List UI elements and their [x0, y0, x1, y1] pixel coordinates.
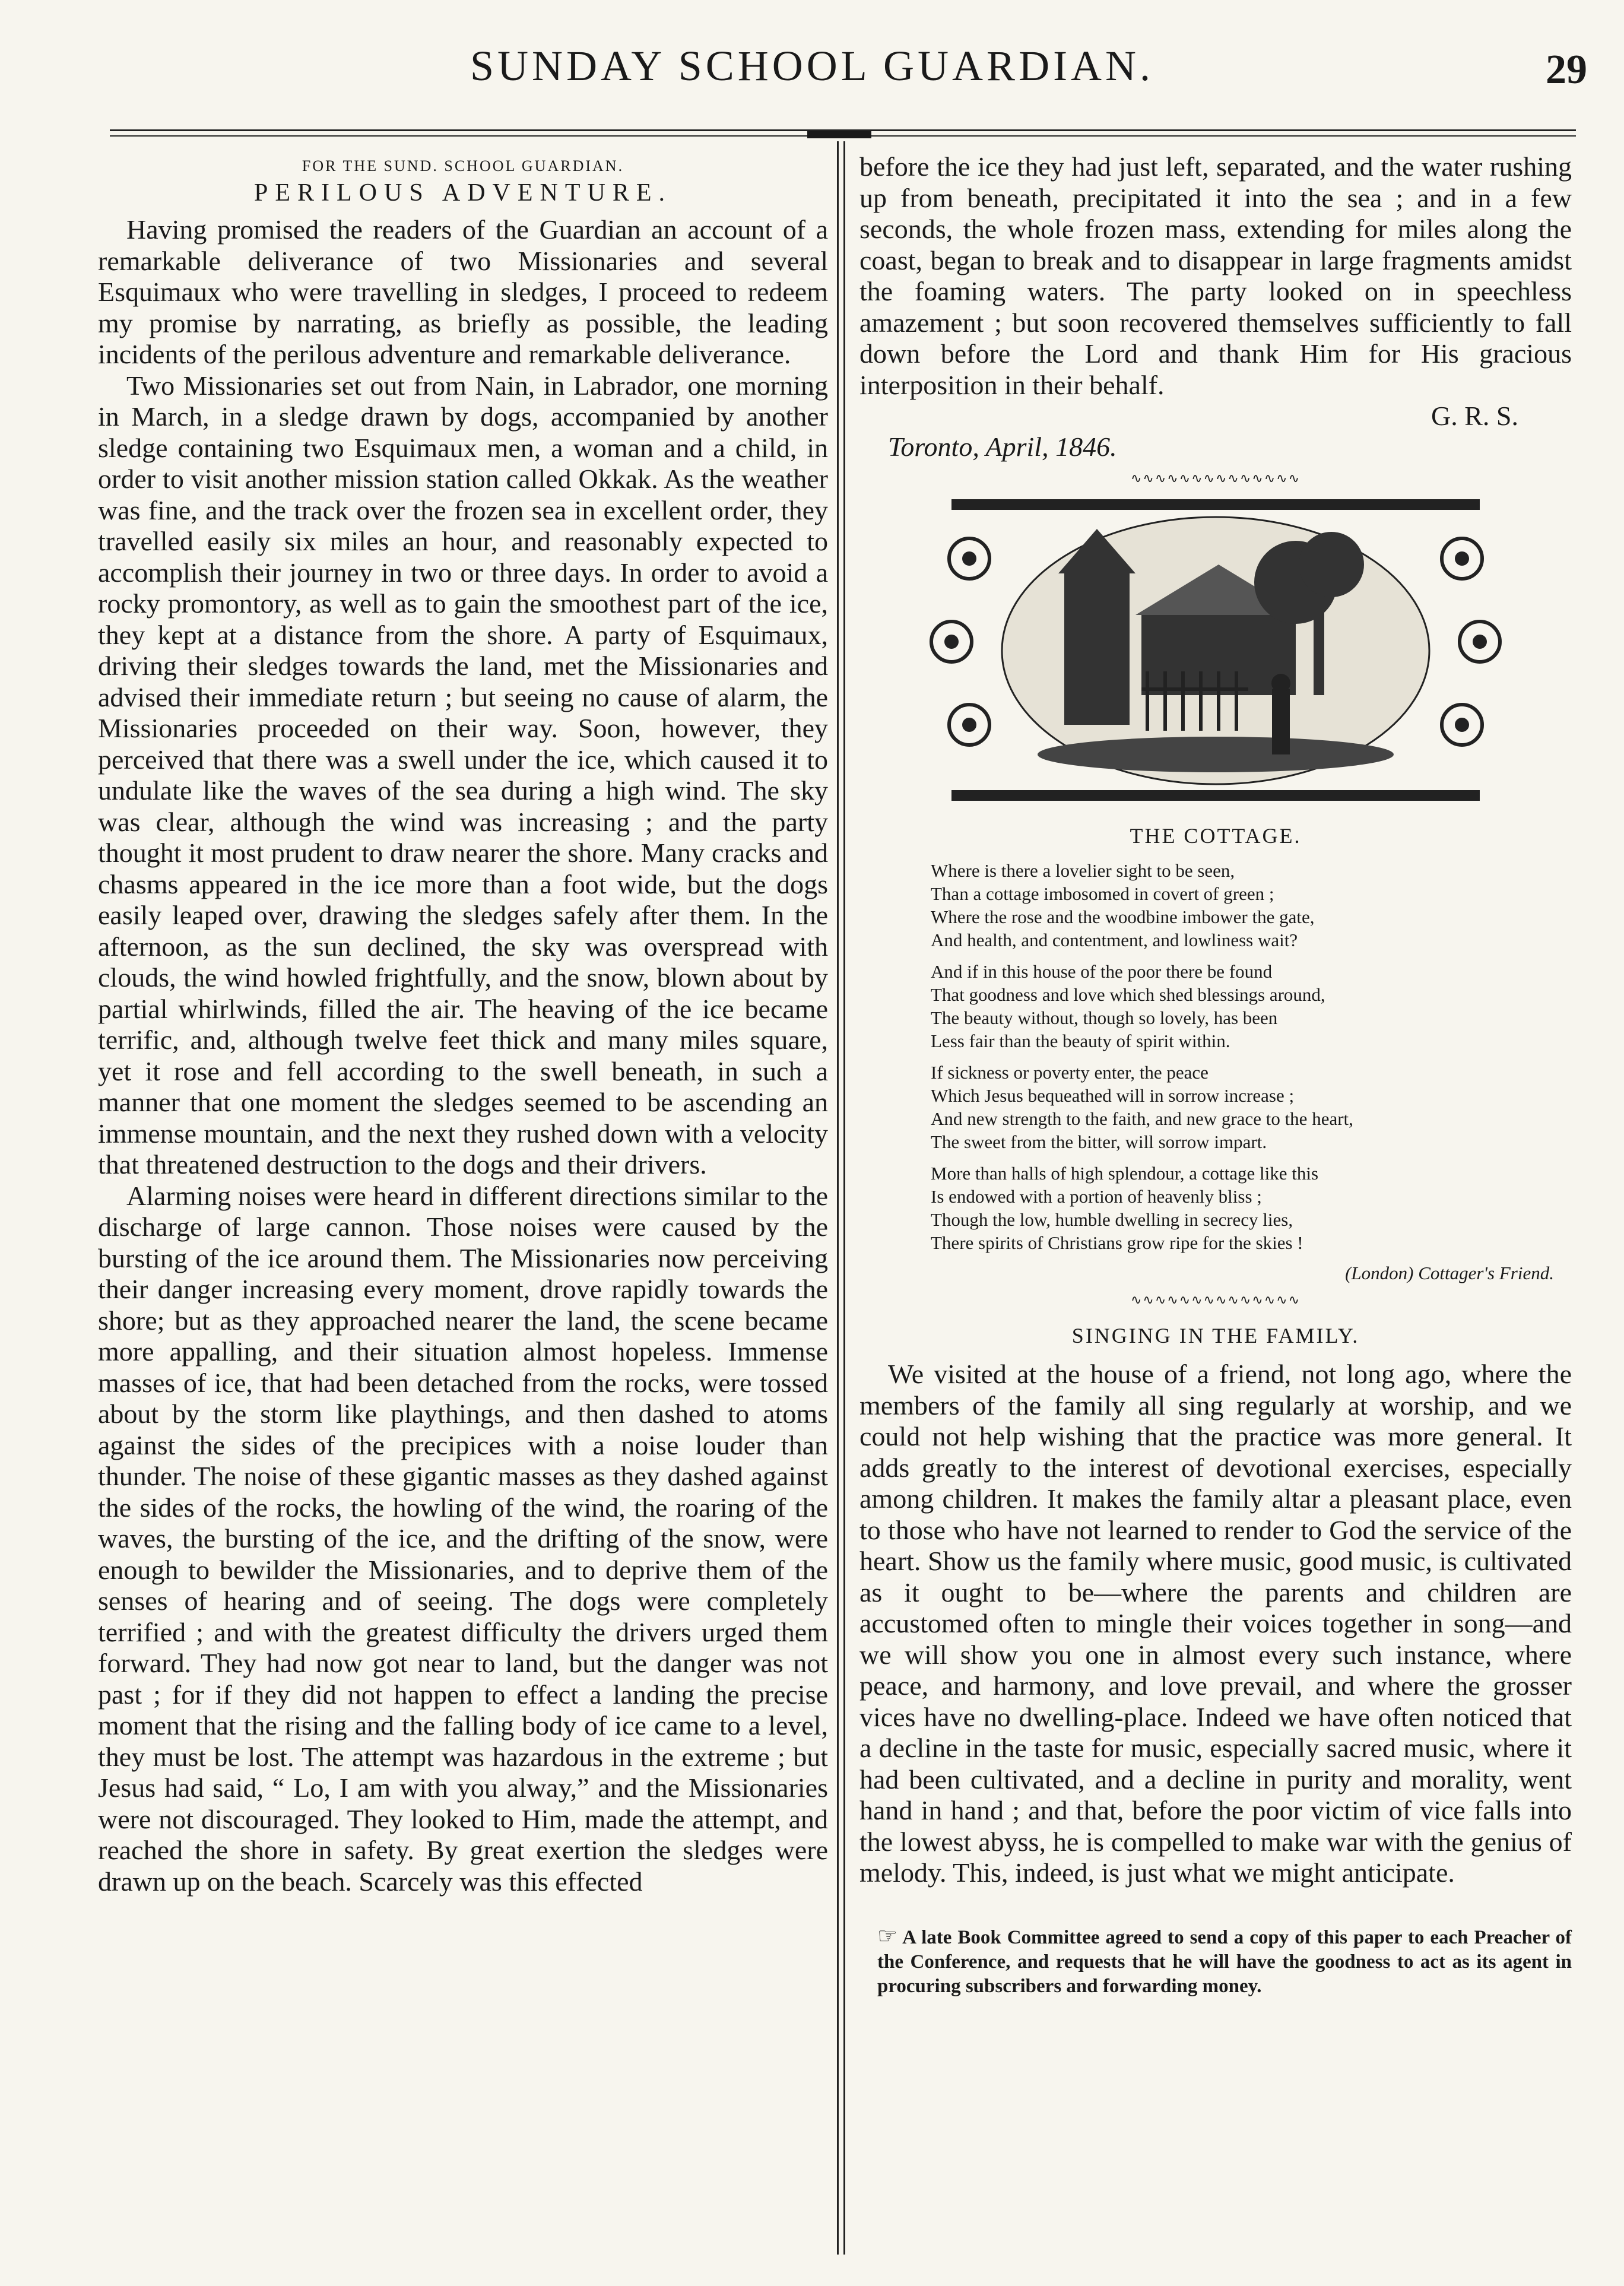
poem-stanza: [931, 960, 1572, 1052]
masthead: [0, 42, 1624, 107]
cottage-illustration-icon: [916, 493, 1515, 808]
article-continuation: before the ice they had just left, separated, and the water rushing up from beneath, precipitated it into the sea ; and in a few seconds, the whole frozen mass, extending for miles along the coast, began to break and to disappear in large fragments amidst the foaming waters. The party looked on in speechless amazement ; but soon recovered themselves sufficiently to fall down before the Lord and thank Him for His gracious interposition in their behalf.: [859, 151, 1572, 400]
poem-stanza: [931, 859, 1572, 952]
poem-line: Than a cottage imbosomed in covert of green ;: [931, 883, 1274, 904]
cottage-engraving: [916, 493, 1515, 808]
article-heading: PERILOUS ADVENTURE.: [253, 179, 672, 207]
left-column: [98, 151, 828, 1897]
article-heading: SINGING IN THE FAMILY.: [1071, 1324, 1360, 1347]
notice-text: A late Book Committee agreed to send a copy of this paper to each Preacher of the Conference, and requests that he will have the goodness to act as its agent in procuring subscribers and forwarding money.: [877, 1926, 1572, 1997]
poem-line: And new strength to the faith, and new grace to the heart,: [931, 1108, 1353, 1129]
poem-line: The sweet from the bitter, will sorrow impart.: [931, 1131, 1267, 1152]
author-signature: G. R. S.: [1431, 401, 1518, 431]
publisher-notice: [877, 1924, 1572, 1999]
right-column: [859, 151, 1572, 1999]
article-paragraph: We visited at the house of a friend, not long ago, where the members of the family all sing regularly at worship, and we could not help wishing that the practice was more general. It adds greatly to the interest of devotional exercises, especially among children. It makes the family altar a pleasant place, even to those who have not learned to render to God the service of the heart. Show us the family where music, good music, is cultivated as it ought to be—where the parents and children are accustomed often to mingle their voices together in song—and we will show you one in almost every such instance, where peace, and harmony, and love prevail, and where the grosser vices have no dwelling-place. Indeed we have often noticed that a decline in the taste for music, especially sacred music, where it had been cultivated, and a decline in purity and morality, went hand in hand ; and that, before the poor victim of vice falls into the lowest abyss, he is compelled to make war with the genius of melody. This, indeed, is just what we might anticipate.: [859, 1359, 1572, 1888]
poem: [931, 859, 1572, 1254]
signature-line: [859, 401, 1572, 432]
article-paragraph: Having promised the readers of the Guardian an account of a remarkable deliverance of two Missionaries and several Esquimaux who were travelling in sledges, I proceed to redeem my promise by narrating, as briefly as possible, the leading incidents of the perilous adventure and remarkable deliverance.: [98, 214, 828, 369]
poem-line: Which Jesus bequeathed will in sorrow increase ;: [931, 1085, 1295, 1106]
poem-line: And health, and contentment, and lowliness wait?: [931, 930, 1298, 950]
poem-line: More than halls of high splendour, a cottage like this: [931, 1163, 1319, 1184]
article-kicker: FOR THE SUND. SCHOOL GUARDIAN.: [302, 157, 624, 175]
column-divider: [837, 141, 845, 2255]
header-ornament-icon: ▬▬▬: [807, 117, 868, 144]
poem-line: If sickness or poverty enter, the peace: [931, 1062, 1209, 1083]
poem-line: Where the rose and the woodbine imbower the gate,: [931, 906, 1315, 927]
dateline: Toronto, April, 1846.: [888, 432, 1117, 462]
poem-title: THE COTTAGE.: [1130, 824, 1302, 848]
pointing-hand-icon: ☞: [877, 1923, 898, 1949]
poem-line: Is endowed with a portion of heavenly bliss ;: [931, 1186, 1262, 1207]
section-divider: ∿∿∿∿∿∿∿∿∿∿∿∿∿∿: [1130, 471, 1301, 486]
poem-line: Where is there a lovelier sight to be seen,: [931, 860, 1235, 881]
poem-line: And if in this house of the poor there be found: [931, 961, 1273, 982]
newspaper-title: SUNDAY SCHOOL GUARDIAN.: [470, 42, 1154, 90]
poem-line: Though the low, humble dwelling in secrecy lies,: [931, 1209, 1293, 1230]
article-paragraph: Two Missionaries set out from Nain, in Labrador, one morning in March, in a sledge drawn by dogs, accompanied by another sledge containing two Esquimaux men, a woman and a child, in order to visit another mission station called Okkak. As the weather was fine, and the track over the frozen sea in excellent order, they travelled easily six miles an hour, and reasonably expected to accomplish their journey in two or three days. In order to avoid a rocky promontory, as well as to gain the smoothest part of the ice, they kept at a distance from the shore. A party of Esquimaux, driving their sledges towards the land, met the Missionaries and advised their immediate return ; but seeing no cause of alarm, the Missionaries proceeded on their way. Soon, however, they perceived that there was a swell under the ice, which caused it to undulate like the waves of the sea during a high wind. The sky was clear, although the wind was increasing ; and the party thought it most prudent to draw nearer the shore. Many cracks and chasms appeared in the ice more than a foot wide, but the dogs easily leaped over, drawing the sledges safely after them. In the afternoon, as the sun declined, the sky was overspread with clouds, the wind howled frightfully, and the snow, blown about by partial whirlwinds, filled the air. The heaving of the ice became terrific, and, although twelve feet thick and many miles square, yet it rose and fell according to the swell beneath, in such a manner that one moment the sledges seemed to be ascending an immense mountain, and the next they rushed down with a velocity that threatened destruction to the dogs and their drivers.: [98, 370, 828, 1180]
poem-line: There spirits of Christians grow ripe for the skies !: [931, 1232, 1303, 1253]
article-paragraph: Alarming noises were heard in different directions similar to the discharge of large cannon. Those noises were caused by the bursting of the ice around them. The Missionaries now perceiving their danger increasing every moment, drove rapidly towards the shore; but as they approached nearer the land, the scene became more appalling, and their situation almost hopeless. Immense masses of ice, that had been detached from the rocks, were tossed about by the storm like playthings, and then dashed to atoms against the sides of the precipices with a noise louder than thunder. The noise of these gigantic masses as they dashed against the sides of the rocks, the howling of the wind, the roaring of the waves, the bursting of the ice, and the drifting of the snow, were enough to bewilder the Missionaries, and to deprive them of the senses of hearing and of seeing. The dogs were completely terrified ; and with the greatest difficulty the drivers urged them forward. They had now got near to land, but the danger was not past ; for if they did not happen to effect a landing the precise moment that the rising and the falling body of ice came to a level, they must be lost. The attempt was hazardous in the extreme ; but Jesus had said, “ Lo, I am with you alway,” and the Missionaries were not discouraged. They looked to Him, made the attempt, and reached the shore in safety. By great exertion the sledges were drawn up on the beach. Scarcely was this effected: [98, 1180, 828, 1897]
section-divider: ∿∿∿∿∿∿∿∿∿∿∿∿∿∿: [1130, 1292, 1301, 1307]
poem-stanza: [931, 1061, 1572, 1153]
page-number: 29: [1546, 47, 1587, 93]
poem-line: The beauty without, though so lovely, has been: [931, 1007, 1278, 1028]
poem-line: Less fair than the beauty of spirit within.: [931, 1031, 1230, 1051]
poem-attribution: (London) Cottager's Friend.: [1345, 1263, 1554, 1283]
poem-line: That goodness and love which shed blessings around,: [931, 984, 1325, 1005]
poem-stanza: [931, 1162, 1572, 1254]
